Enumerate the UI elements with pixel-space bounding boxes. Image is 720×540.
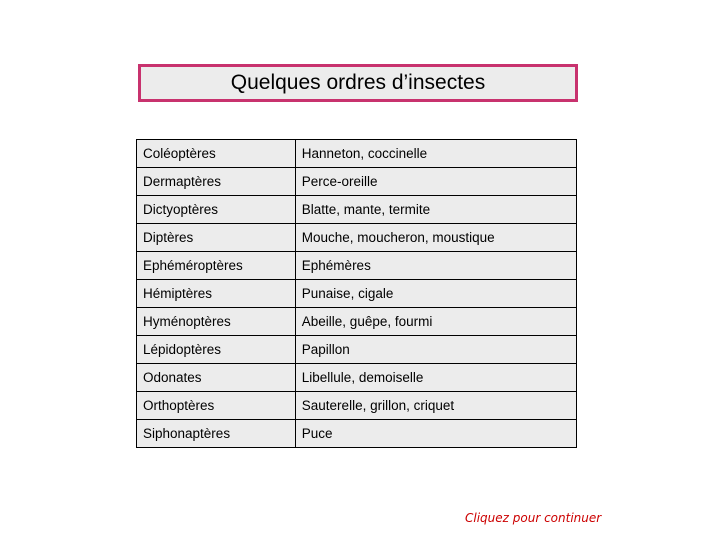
examples-cell: Mouche, moucheron, moustique [295, 224, 576, 252]
examples-cell: Sauterelle, grillon, criquet [295, 392, 576, 420]
examples-cell: Libellule, demoiselle [295, 364, 576, 392]
examples-cell: Puce [295, 420, 576, 448]
table-row [137, 392, 577, 420]
table-row [137, 252, 577, 280]
order-cell: Odonates [137, 364, 296, 392]
table-row [137, 168, 577, 196]
table-row [137, 420, 577, 448]
insect-orders-table-body [137, 140, 577, 448]
examples-cell: Blatte, mante, termite [295, 196, 576, 224]
table-row [137, 224, 577, 252]
table-row [137, 336, 577, 364]
order-cell: Siphonaptères [137, 420, 296, 448]
order-cell: Dermaptères [137, 168, 296, 196]
table-row [137, 308, 577, 336]
order-cell: Orthoptères [137, 392, 296, 420]
order-cell: Ephéméroptères [137, 252, 296, 280]
table-row [137, 196, 577, 224]
page-title [138, 64, 578, 102]
examples-cell: Hanneton, coccinelle [295, 140, 576, 168]
examples-cell: Ephémères [295, 252, 576, 280]
order-cell: Diptères [137, 224, 296, 252]
table-row [137, 364, 577, 392]
table-row [137, 280, 577, 308]
order-cell: Lépidoptères [137, 336, 296, 364]
examples-cell: Papillon [295, 336, 576, 364]
order-cell: Hémiptères [137, 280, 296, 308]
examples-cell: Punaise, cigale [295, 280, 576, 308]
insect-orders-table [136, 139, 577, 448]
continue-link[interactable]: Cliquez pour continuer [465, 511, 602, 525]
order-cell: Coléoptères [137, 140, 296, 168]
table-row [137, 140, 577, 168]
page-title-text: Quelques ordres d’insectes [230, 71, 486, 94]
order-cell: Dictyoptères [137, 196, 296, 224]
examples-cell: Perce-oreille [295, 168, 576, 196]
order-cell: Hyménoptères [137, 308, 296, 336]
examples-cell: Abeille, guêpe, fourmi [295, 308, 576, 336]
